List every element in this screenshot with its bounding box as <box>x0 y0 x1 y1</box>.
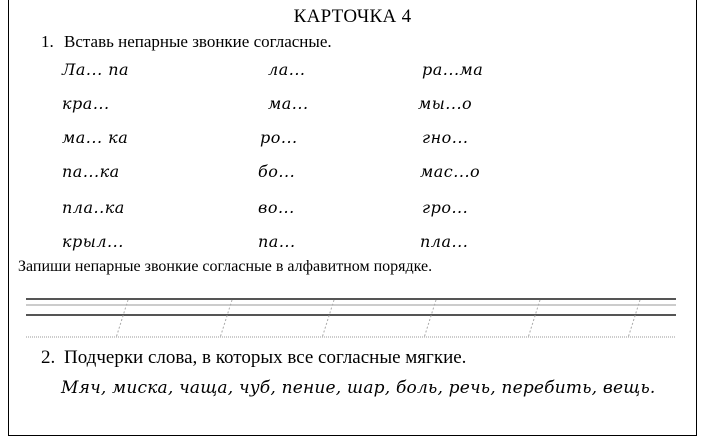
word-c3-r3: гно... <box>422 128 469 147</box>
word-c3-r2: мы...о <box>418 94 473 113</box>
task-1-heading <box>41 32 332 52</box>
word-c2-r1: ла... <box>268 60 306 79</box>
writing-lines <box>0 290 705 340</box>
task-2-heading <box>41 347 466 369</box>
task-1-number: 1. <box>41 32 54 51</box>
word-c1-r1: Ла... па <box>62 60 130 79</box>
task-1-text: Вставь непарные звонкие согласные. <box>64 32 332 51</box>
word-c1-r5: пла..ка <box>62 198 125 217</box>
task-2-words: Мяч, миска, чаща, чуб, пение, шар, боль, речь, перебить, вещь. <box>61 378 656 398</box>
task-2-text: Подчерки слова, в которых все согласные мягкие. <box>64 347 467 368</box>
word-c1-r3: ма... ка <box>62 128 129 147</box>
task-2-number: 2. <box>41 347 56 368</box>
slant-guides <box>116 300 640 338</box>
word-c3-r1: ра...ма <box>422 60 484 79</box>
word-c1-r6: крыл... <box>62 232 124 251</box>
word-c3-r5: гро... <box>422 198 469 217</box>
card-title: КАРТОЧКА 4 <box>293 6 412 27</box>
word-c1-r2: кра... <box>62 94 110 113</box>
word-c2-r5: во... <box>258 198 295 217</box>
word-c2-r3: ро... <box>260 128 298 147</box>
word-c3-r4: мас...о <box>420 162 481 181</box>
word-c2-r2: ма... <box>268 94 309 113</box>
word-c3-r6: пла... <box>420 232 469 251</box>
task-1-note: Запиши непарные звонкие согласные в алфавитном порядке. <box>18 258 433 275</box>
word-c1-r4: па...ка <box>62 162 120 181</box>
word-c2-r4: бо... <box>258 162 296 181</box>
word-c2-r6: па... <box>258 232 296 251</box>
